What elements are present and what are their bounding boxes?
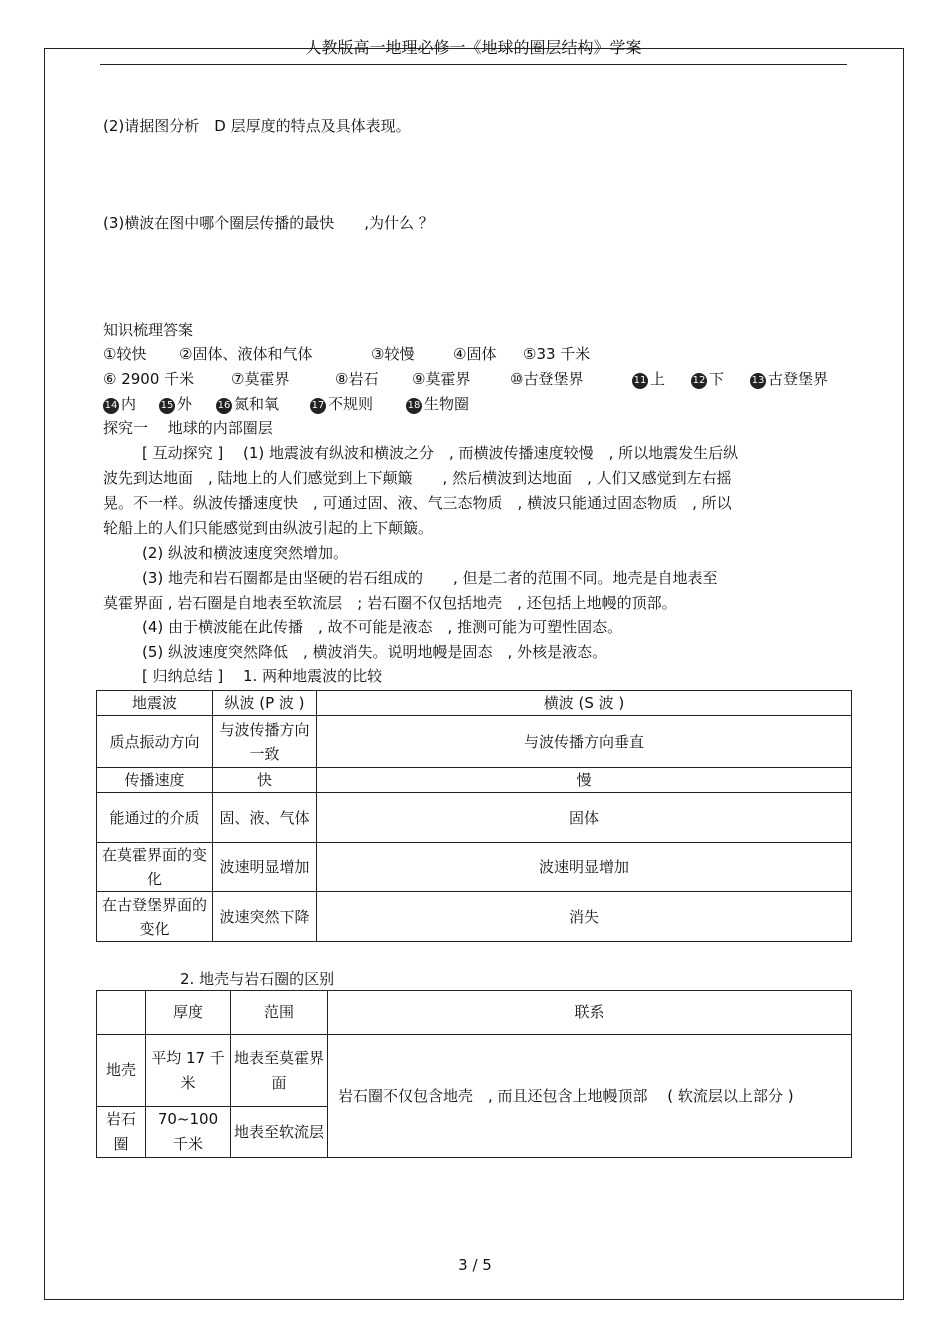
table2-title: 2. 地壳与岩石圈的区别 xyxy=(180,970,335,988)
answer-item: ④固体 xyxy=(453,345,497,363)
table-cell: 地表至软流层 xyxy=(231,1107,328,1158)
table-row xyxy=(97,768,852,793)
explore-paragraph-line: 晃。不一样。纵波传播速度快 , 可通过固、液、气三态物质 , 横波只能通过固态物质 , 所以 xyxy=(103,494,732,512)
table-cell: 快 xyxy=(213,768,317,793)
circled-number-icon: 17 xyxy=(310,398,326,414)
table-header: 纵波 (P 波 ) xyxy=(213,691,317,716)
table-header xyxy=(97,991,146,1035)
table-cell: 能通过的介质 xyxy=(97,793,213,843)
circled-number-icon: 16 xyxy=(216,398,232,414)
table-cell: 地表至莫霍界面 xyxy=(231,1035,328,1107)
table-row xyxy=(97,1035,852,1107)
answer-item: ①较快 xyxy=(103,345,147,363)
answers-row-3 xyxy=(103,394,469,414)
table-header-row xyxy=(97,691,852,716)
table-cell: 波速突然下降 xyxy=(213,892,317,942)
answer-item: ⑥ 2900 千米 xyxy=(103,370,195,388)
header-rule xyxy=(100,64,847,65)
table-cell: 70~100 千米 xyxy=(146,1107,231,1158)
answer-item: 14 内 xyxy=(104,395,137,413)
circled-number-icon: 11 xyxy=(632,373,648,389)
table-cell: 固体 xyxy=(317,793,852,843)
answer-item: ⑦莫霍界 xyxy=(231,370,290,388)
answer-item: 13 古登堡界 xyxy=(751,370,829,388)
explore-heading: 探究一 地球的内部圈层 xyxy=(103,419,273,437)
question-2: (2)请据图分析 D 层厚度的特点及具体表现。 xyxy=(103,117,411,135)
answer-item: 16 氮和氧 xyxy=(217,395,280,413)
summary-heading: [ 归纳总结 ] 1. 两种地震波的比较 xyxy=(142,667,383,685)
question-3: (3)横波在图中哪个圈层传播的最快 ,为什么 ？ xyxy=(103,214,434,232)
explore-paragraph-line: 波先到达地面 , 陆地上的人们感觉到上下颠簸 , 然后横波到达地面 , 人们又感觉到左右摇 xyxy=(103,469,732,487)
table-header: 范围 xyxy=(231,991,328,1035)
table-cell: 与波传播方向一致 xyxy=(213,716,317,768)
explore-paragraph-line: 莫霍界面 , 岩石圈是自地表至软流层 ; 岩石圈不仅包括地壳 , 还包括上地幔的顶部。 xyxy=(103,594,677,612)
table-cell-relation: 岩石圈不仅包含地壳 , 而且还包含上地幔顶部 ( 软流层以上部分 ) xyxy=(328,1035,852,1158)
table-header: 厚度 xyxy=(146,991,231,1035)
table-cell: 传播速度 xyxy=(97,768,213,793)
answer-item: ⑨莫霍界 xyxy=(412,370,471,388)
explore-paragraph-line: 轮船上的人们只能感觉到由纵波引起的上下颠簸。 xyxy=(103,519,434,537)
table-header: 联系 xyxy=(328,991,852,1035)
table-cell: 岩石圈 xyxy=(97,1107,146,1158)
explore-paragraph-line: (2) 纵波和横波速度突然增加。 xyxy=(142,544,349,562)
answer-item: ⑤33 千米 xyxy=(523,345,591,363)
table-cell: 在古登堡界面的变化 xyxy=(97,892,213,942)
table-cell: 在莫霍界面的变化 xyxy=(97,843,213,892)
explore-paragraph-line: (4) 由于横波能在此传播 , 故不可能是液态 , 推测可能为可塑性固态。 xyxy=(142,618,623,636)
seismic-wave-table xyxy=(96,690,852,942)
table-cell: 地壳 xyxy=(97,1035,146,1107)
answer-item: ⑧岩石 xyxy=(335,370,379,388)
table-cell: 质点振动方向 xyxy=(97,716,213,768)
explore-paragraph-line: (5) 纵波速度突然降低 , 横波消失。说明地幔是固态 , 外核是液态。 xyxy=(142,643,608,661)
circled-number-icon: 14 xyxy=(103,398,119,414)
explore-paragraph-line: (3) 地壳和岩石圈都是由坚硬的岩石组成的 , 但是二者的范围不同。地壳是自地表至 xyxy=(142,569,718,587)
answer-item: 11 上 xyxy=(633,370,666,388)
table-cell: 平均 17 千米 xyxy=(146,1035,231,1107)
table-cell: 波速明显增加 xyxy=(317,843,852,892)
table-cell: 波速明显增加 xyxy=(213,843,317,892)
answer-item: ⑩古登堡界 xyxy=(510,370,584,388)
page-header-title: 人教版高一地理必修一《地球的圈层结构》学案 xyxy=(305,38,642,57)
table-cell: 与波传播方向垂直 xyxy=(317,716,852,768)
table-header-row xyxy=(97,991,852,1035)
answer-item: 15 外 xyxy=(160,395,193,413)
circled-number-icon: 15 xyxy=(159,398,175,414)
answer-item: 12 下 xyxy=(692,370,725,388)
explore-paragraph-line: [ 互动探究 ] (1) 地震波有纵波和横波之分 , 而横波传播速度较慢 , 所以地震发生后纵 xyxy=(142,444,739,462)
answers-row-1 xyxy=(103,344,590,364)
table-cell: 慢 xyxy=(317,768,852,793)
answers-heading: 知识梳理答案 xyxy=(103,321,194,339)
table-row xyxy=(97,716,852,768)
circled-number-icon: 12 xyxy=(691,373,707,389)
page-number: 3 / 5 xyxy=(458,1256,492,1274)
circled-number-icon: 13 xyxy=(750,373,766,389)
table-cell: 消失 xyxy=(317,892,852,942)
table-row xyxy=(97,843,852,892)
answers-row-2 xyxy=(103,369,828,389)
crust-lithosphere-table xyxy=(96,990,852,1158)
table-cell: 固、液、气体 xyxy=(213,793,317,843)
answer-item: ③较慢 xyxy=(371,345,415,363)
table-header: 地震波 xyxy=(97,691,213,716)
table-row xyxy=(97,793,852,843)
answer-item: 18 生物圈 xyxy=(407,395,470,413)
answer-item: 17 不规则 xyxy=(311,395,374,413)
circled-number-icon: 18 xyxy=(406,398,422,414)
answer-item: ②固体、液体和气体 xyxy=(179,345,313,363)
table-row xyxy=(97,892,852,942)
table-header: 横波 (S 波 ) xyxy=(317,691,852,716)
